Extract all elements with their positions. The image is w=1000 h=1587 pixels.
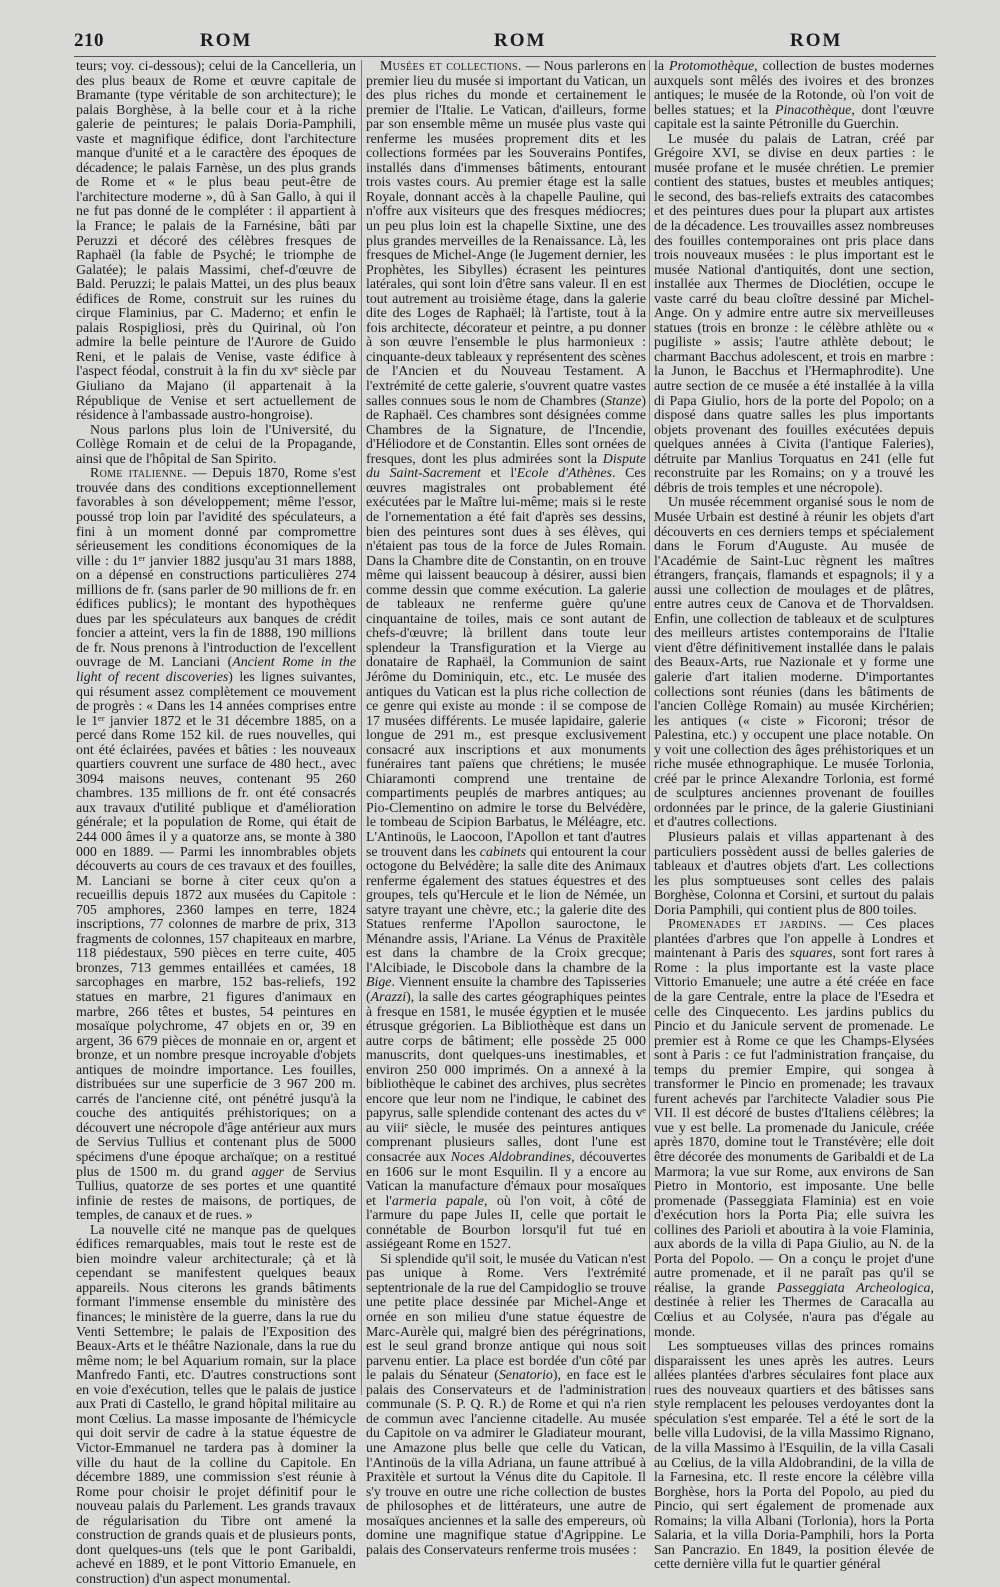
text-run: ) de Raphaël. Ces chambres sont désignées comme Chambres de la Signature, de l'Incendie, d'Héliodore et de Constantin. Elles sont ornées de fresques, dont les plus admirées sont la [366,393,646,467]
italic-term: cabinets [479,844,527,860]
paragraph-rome-italienne [76,467,356,1223]
header-rule [74,56,936,57]
text-column-1 [76,59,357,1587]
paragraph-promenades [654,918,934,1340]
italic-term: Arazzi [370,990,407,1005]
italic-term: Protomothèque [668,59,755,74]
italic-term: Pinacothèque [774,102,852,118]
text-run: — Nous parlerons en premier lieu du musée si important du Vatican, un des plus riches du monde et certainement le premier de l'Italie. Le Vatican, d'ailleurs, forme par son ensemble même un musée plus vaste qui renferme les musées proprement dits et les collections formées par les Souverains Pontifes, installés dans d'immenses bâtiments, entourant trois vastes cours. Au premier étage est la salle Royale, donnant accès à la chapelle Pauline, qui n'offre aux visiteurs que des fresques médiocres; un peu plus loin est la chapelle Sixtine, une des plus grandes merveilles de la Renaissance. Là, les fresques de Michel-Ange (le Jugement dernier, les Prophètes, les Sibylles) écrasent les peintures latérales, qui sont loin d'être sans valeur. Il en est tout autrement au troisième étage, dans la galerie dite des Loges de Raphaël; là l'artiste, tout à la fois architecte, décorateur et peintre, a pu donner à son œuvre l'ensemble le plus harmonieux : cinquante-deux tableaux y représentent des scènes de l'Ancien et du Nouveau Testament. A l'extrémité de cette galerie, s'ouvrent quatre vastes salles connues sous le nom de Chambres ( [366,59,646,409]
italic-term: Ecole d'Athènes [516,466,612,482]
text-run: — Ces places plantées d'arbres que l'on appelle à Londres et maintenant à Paris des [654,917,934,962]
paragraph-university: Nous parlons plus loin de l'Université, du Collège Romain et de celui de la Propagande, ainsi que de l'hôpital de San Spirito. [76,422,356,467]
running-head-right: ROM [790,30,843,51]
text-run: et l' [480,466,517,482]
section-heading-musees: Musées et collections. [380,59,522,74]
paragraph-latran: Le musée du palais de Latran, créé par Grégoire XVI, se divise en deux parties : le musée profane et le musée chrétien. Le premier contient des statues, bustes et meubles antiques; le second, des bas-reliefs extraits des catacombes et des peintures dues pour la plupart aux artistes de la décadence. Les trouvailles assez nombreuses des fouilles contemporaines ont pris place dans trois nouveaux musées : le plus important est le musée National d'antiquités, dont une section, installée aux Thermes de Dioclétien, occupe le vaste carré du beau cloître dessiné par Michel-Ange. On y admire entre autre six merveilleuses statues (trois en bronze : le célèbre athlète ou « pugiliste » assis; l'autre athlète debout; le charmant Bacchus adolescent, et trois en marbre : la Junon, le Bacchus et l'Hermaphrodite). Une autre section de ce musée a été installée à la villa di Papa Giulio, hors de la porte del Popolo; on a disposé dans quatre salles les plus importants objets provenant des fouilles exécutées depuis quelques années à Civita (l'antique Faleries), détruite par Manlius Torquatus en 241 (elle fut reconstruite par les Romains; on y a trouvé les débris de trois temples et une nécropole). [654,131,934,496]
text-run: , sont fort rares à Rome : la plus importante est la vaste place Vittorio Emanuele; une autre a été créée en face de la gare Centrale, entre la place de l'Esedra et celle des Cinquecento. Les jardins publics du Pincio et du Janicule servent de promenade. Le premier est à Rome ce que les Champs-Elysées sont à Paris : ce fut l'administration française, du temps du premier Empire, qui songea à transformer le Pincio en promenade; les travaux furent achevés par l'architecte Valadier sous Pie VII. Il est décoré de bustes d'Italiens célèbres; la vue y est belle. La promenade du Janicule, créée après 1870, domine tout le Transtévère; elle doit être décorée des monuments de Garibaldi et de La Marmora; la vue sur Rome, aux environs de San Pietro in Montorio, est imposante. Une belle promenade (Passeggiata Flaminia) est en voie d'exécution hors la Porta Pia; elle suivra les collines des Parioli et aboutira à la voie Flaminia, aux abords de la villa di Papa Giulio, au N. de la Porta del Popolo. — On a conçu le projet d'une autre promenade, et il ne paraît pas qu'il se réalise, la grande [654,946,934,1296]
section-heading-rome-italienne: Rome italienne. [90,466,188,482]
running-head-left: ROM [200,30,253,51]
paragraph-capitole [366,1253,646,1558]
text-run: de Servius Tullius, quatorze de ses portes et une quantité infinie de restes de maisons, de portiques, de temples, de canaux et de rues. » [76,1164,356,1224]
section-heading-promenades: Promenades et jardins. [668,917,827,933]
paragraph-conservateurs [654,60,934,133]
text-run: la [654,59,669,74]
text-run: . Viennent ensuite la chambre des Tapisseries ( [366,975,646,1005]
text-run: qui entourent la cour octogone du Belvédère; la salle dite des Animaux renferme également des statues équestres et des groupes, tels qu'Hercule et le lion de Némée, un satyre trayant une chèvre, etc.; la galerie dite des Statues renferme l'Apollon sauroctone, le Ménandre assis, l'Ariane. La Vénus de Praxitèle est dans la chambre de la Croix grecque; l'Alcibiade, le Discobole dans la chambre de la [366,844,646,976]
italic-term: Senatorio [498,1368,553,1384]
text-run: , découvertes en 1606 sur le mont Esquilin. Il y a encore au Vatican la manufacture d'émaux pour mosaïques et l' [366,1150,646,1209]
paragraph-private-collections: Plusieurs palais et villas appartenant à des particuliers possèdent aussi de belles galeries de tableaux et d'autres objets d'art. Les collections les plus somptueuses sont celles des palais Borghèse, Colonna et Corsini, et surtout du palais Doria Pamphili, qui contient plus de 800 toiles. [654,829,934,918]
book-title: Ancient Rome in the light of recent discoveries [76,655,357,685]
paragraph-new-city: La nouvelle cité ne manque pas de quelques édifices remarquables, mais tout le reste est de bien moindre valeur architecturale; çà et là cependant se manifestent quelques beaux appareils. Nous citerons les grands bâtiments formant l'immense ensemble du ministère des finances; le ministère de la guerre, dans la rue du Venti Settembre; le palais de l'Exposition des Beaux-Arts et le théâtre Nazionale, dans la rue du même nom; le bel Aquarium romain, sur la place Manfredo Fanti, etc. D'autres constructions sont en voie d'exécution, telles que le palais de justice aux Prati di Castello, le grand hôpital militaire au mont Cœlius. La masse imposante de l'hémicycle qui doit servir de cadre à la statue équestre de Victor-Emmanuel ne tardera pas à dominer la ville du haut de la colline du Capitole. En décembre 1889, une commission s'est réunie à Rome pour choisir le projet définitif pour le nouveau palais du Parlement. Les grands travaux de régularisation du Tibre ont amené la construction de grands quais et de plusieurs ponts, dont quelques-uns (tels que le pont Garibaldi, achevé en 1889, et le pont Vittorio Emanuele, en construction) d'un aspect monumental. [76,1222,356,1587]
italic-term: agger [251,1164,284,1180]
text-run: — Depuis 1870, Rome s'est trouvée dans des conditions exceptionnellement favorables à son développement; même l'essor, poussé trop loin par l'avidité des spéculateurs, a fini à un moment donné par compromettre sérieusement les conditions économiques de la ville : du 1ᵉʳ janvier 1882 jusqu'au 31 mars 1888, on a dépensé en constructions particulières 274 millions de fr. (sans parler de 90 millions de fr. en édifices publics); le montant des hypothèques dues par les spéculateurs aux banques de crédit foncier a atteint, vers la fin de 1888, 190 millions de fr. Nous prenons à l'introduction de l'excellent ouvrage de M. Lanciani ( [76,466,356,671]
running-head-center: ROM [494,30,547,51]
text-column-3 [654,59,934,1573]
italic-term: Bige [366,975,392,991]
text-column-2 [366,59,647,1558]
column-divider-1 [361,60,362,1395]
page-number: 210 [74,30,104,51]
italic-term: Dispute du Saint-Sacrement [366,451,646,482]
paragraph-palaces: teurs; voy. ci-dessous); celui de la Cancelleria, un des plus beaux de Rome et œuvre capitale de Bramante (type véritable de son architecture); le palais Borghèse, à la belle cour et à la riche galerie de peintures; le palais Doria-Pamphili, vaste et magnifique édifice, dont l'architecture manque d'unité et a le caractère des époques de décadence; le palais Farnèse, un des plus grands de Rome et « le plus beau peut-être de l'architecture moderne », dû à San Gallo, à qui il ne fut pas donné de le compléter : il appartient à la France; le palais de la Farnésine, bâti par Peruzzi et décoré des célèbres fresques de Raphaël (la fable de Psyché; le triomphe de Galatée); le palais Massimi, chef-d'œuvre de Bald. Peruzzi; le palais Mattei, un des plus beaux édifices de Rome, construit sur les ruines du cirque Flaminius, par C. Maderno; et enfin le palais Rospigliosi, près du Quirinal, où l'on admire la belle peinture de l'Aurore de Guido Reni, et le palais de Venise, vaste édifice à l'aspect féodal, construit à la fin du xvᵉ siècle par Giuliano da Majano (il appartenait à la République de Venise et sert actuellement de résidence à l'ambassade austro-hongroise). [76,59,356,424]
text-run: , dont l'œuvre capitale est la sainte Pétronille du Guerchin. [654,102,934,133]
text-run: ), la salle des cartes géographiques peintes à fresque en 1581, le musée égyptien et le musée étrusque grégorien. La Bibliothèque est dans un autre corps de bâtiment; elle possède 25 000 manuscrits, dont quelques-uns inestimables, et environ 250 000 imprimés. On a annexé à la bibliothèque le cabinet des archives, plus secrètes encore que leur nom ne l'indique, le cabinet des papyrus, salle splendide contenant des actes du vᵉ au viiiᵉ siècle, le musée des peintures antiques comprenant plusieurs salles, dont l'une est consacrée aux [366,990,646,1166]
paragraph-villas: Les somptueuses villas des princes romains disparaissent les unes après les autres. Leurs allées plantées d'arbres séculaires font place aux rues des nouveaux quartiers et des bâtisses sans style remplacent les pelouses verdoyantes dont la spéculation s'est emparée. Tel a été le sort de la belle villa Ludovisi, de la villa Massimo Rignano, de la villa Massimo à l'Esquilin, de la villa Casali au Cœlius, de la villa Aldobrandini, de la villa de la Farnesina, etc. Il reste encore la célèbre villa Borghèse, hors la Porta del Popolo, au pied du Pincio, qui sert également de promenade aux Romains; la villa Albani (Torlonia), hors la Porta Salaria, et la villa Doria-Pamphili, hors la Porta San Pancrazio. En 1849, la position élevée de cette dernière villa fut le quartier général [654,1339,934,1573]
column-divider-2 [649,60,650,1395]
italic-term: armeria papale [391,1193,484,1209]
paragraph-musee-urbain: Un musée récemment organisé sous le nom de Musée Urbain est destiné à réunir les objets d'art découverts en ces derniers temps et spécialement dans le Forum d'Auguste. Au musée de l'Académie de Saint-Luc règnent les maîtres étrangers, français, flamands et espagnols; il y a aussi une collection de moulages et de plâtres, entre autres ceux de Canova et de Thorvaldsen. Enfin, une collection de tableaux et de sculptures des meilleurs artistes contemporains de l'Italie vient d'être définitivement installée dans le palais des Beaux-Arts, rue Nazionale et y forme une galerie d'art italien moderne. D'importantes collections sont réunies (dans les bâtiments de l'ancien Collège Romain) au musée Kirchérien; les antiques (« ciste » Ficoroni; trésor de Palestina, etc.) y occupent une place notable. On y voit une collection des âges préhistoriques et un riche musée ethnographique. Le musée Torlonia, créé par le prince Alexandre Torlonia, est formé de sculptures anciennes provenant de fouilles ordonnées par le prince, de la galerie Giustiniani et d'autres collections. [654,495,934,831]
text-run: . Ces œuvres magistrales ont probablement été exécutées par le Maître lui-même; mais si le reste de l'ornementation a été fait d'après ses dessins, bien des peintures sont dues à ses élèves, qui n'étaient pas tous de la force de Jules Romain. Dans la Chambre dite de Constantin, on en trouve même qui laissent beaucoup à désirer, aussi bien comme dessin que comme exécution. La galerie de tableaux ne renferme guère qu'une cinquantaine de toiles, mais ce sont autant de chefs-d'œuvre; là brillent dans toute leur splendeur la Transfiguration et la Vierge au donataire de Raphaël, la Communion de saint Jérôme du Dominiquin, etc., etc. Le musée des antiques du Vatican est la plus riche collection de ce genre qui existe au monde : il se compose de 17 musées différents. Le musée lapidaire, galerie longue de 291 m., est presque exclusivement consacré aux inscriptions et aux monuments funéraires tant païens que chrétiens; le musée Chiaramonti comprend une trentaine de compartiments peuplés de marbres antiques; au Pio-Clementino on admire le torse du Belvédère, le tombeau de Scipion Barbatus, le Méléagre, etc. L'Antinoüs, le Laocoon, l'Apollon et tant d'autres se trouvent dans les [366,466,646,860]
italic-term: Passeggiata Archeologica [776,1280,931,1296]
text-run: ), en face est le palais des Conservateurs et de l'administration communale (S. P. Q. R.) de Rome et qui n'a rien de commun avec l'ancienne citadelle. Au musée du Capitole on va admirer le Gladiateur mourant, une Amazone plus belle que celle du Vatican, l'Antinoüs de la villa Adriana, un faune attribué à Praxitèle et surtout la Vénus dite du Capitole. Il s'y trouve en outre une riche collection de bustes de philosophes et de littérateurs, une autre de mosaïques anciennes et la salle des empereurs, où domine une magnifique statue d'Agrippine. Le palais des Conservateurs renferme trois musées : [366,1368,646,1558]
italic-term: Stanze [605,393,642,409]
text-run: , où l'on voit, à côté de l'armure du pape Jules II, celle que portait le connétable de Bourbon lorsqu'il fut tué en assiégeant Rome en 1527. [366,1193,647,1253]
text-run: , destinée à relier les Thermes de Caracalla au Cœlius et au Colysée, n'aura pas d'égale au monde. [654,1280,934,1340]
text-run: , collection de bustes modernes auxquels sont mêlés des ivoires et des bronzes antiques; le musée de la Rotonde, où l'on voit de belles statues; et la [654,59,934,118]
italic-term: squares [789,946,833,962]
italic-term: Noces Aldobrandines [450,1150,572,1166]
text-run: Si splendide qu'il soit, le musée du Vatican n'est pas unique à Rome. Vers l'extrémité septentrionale de la rue del Campidoglio se trouve une petite place dessinée par Michel-Ange et ornée en son milieu d'une statue équestre de Marc-Aurèle qui, malgré bien des pérégrinations, est le seul grand bronze antique qui nous soit parvenu entier. La place est bordée d'un côté par le palais du Sénateur ( [366,1251,646,1384]
paragraph-musees [366,60,646,1253]
text-run: ) les lignes suivantes, qui résument assez complètement ce mouvement de progrès : « Dans les 14 années comprises entre le 1ᵉʳ janvier 1872 et le 31 décembre 1885, on a percé dans Rome 152 kil. de rues nouvelles, qui ont été éclairées, pavées et bâties : les nouveaux quartiers couvrent une surface de 480 hect., avec 3094 maisons neuves, contenant 95 260 chambres. 135 millions de fr. ont été consacrés aux travaux d'utilité publique et d'amélioration générale; et la population de Rome, qui était de 244 000 âmes il y a quatorze ans, se monte à 380 000 en 1889. — Parmi les innombrables objets découverts au cours de ces travaux et des fouilles, M. Lanciani se borne à citer ceux qu'on a recueillis depuis 1872 aux musées du Capitole : 705 amphores, 2360 lampes en terre, 1824 inscriptions, 77 colonnes de marbre de prix, 313 fragments de colonnes, 157 chapiteaux en marbre, 118 piédestaux, 590 pièces en terre cuite, 405 bronzes, 713 gemmes entaillées et camées, 18 sarcophages en marbre, 152 bas-reliefs, 192 statues en marbre, 21 figures d'animaux en marbre, 266 têtes et bustes, 54 peintures en mosaïque polychrome, 47 objets en or, 39 en argent, 36 679 pièces de monnaie en or, argent et bronze, et un nombre presque incroyable d'objets antiques de moindre importance. Les fouilles, distribuées sur une superficie de 3 967 200 m. carrés de l'ancienne cité, ont pénétré jusqu'à la couche des antiquités préhistoriques; on a découvert une nécropole d'âge antérieur aux murs de Servius Tullius et contenant plus de 5000 spécimens d'une époque archaïque; on a restitué plus de 1500 m. du grand [76,669,357,1180]
